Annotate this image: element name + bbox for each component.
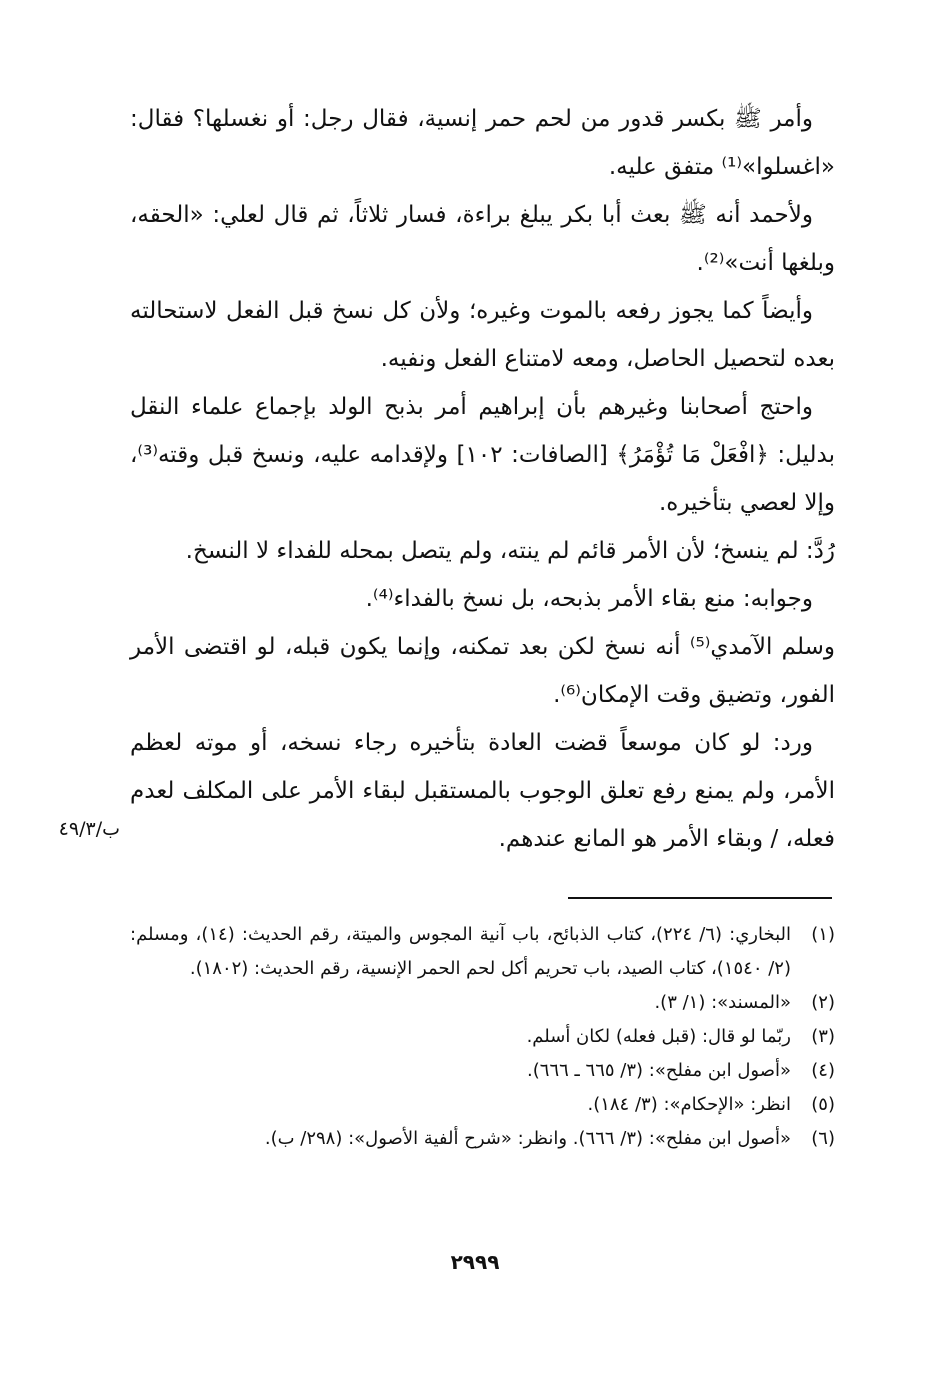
footnote-text: «المسند»: (١/ ٣). [654,992,791,1013]
paragraph-6: وجوابه: منع بقاء الأمر بذبحه، بل نسخ بالفداء⁽⁴⁾. [365,586,813,612]
footnote-number: (٢) [811,992,835,1013]
paragraph-4: واحتج أصحابنا وغيرهم بأن إبراهيم أمر بذبح الولد بإجماع علماء النقل بدليل: ﴿افْعَلْ مَا تُؤْمَرُ﴾ [الصافات: ١٠٢] ولإقدامه عليه، ونسخ قبل وقته⁽³⁾، وإلا لعصي بتأخيره. [130,394,835,516]
footnote-number: (١) [811,924,835,945]
footnote-number: (٣) [811,1026,835,1047]
footnote-text: ربّما لو قال: (قبل فعله) لكان أسلم. [526,1026,791,1047]
footnote-6 [130,1122,835,1156]
footnote-separator [568,897,832,899]
paragraph-8: ورد: لو كان موسعاً قضت العادة بتأخيره رجاء نسخه، أو موته لعظم الأمر، ولم يمنع رفع تعلق الوجوب بالمستقبل لبقاء الأمر على المكلف لعدم فعله، / وبقاء الأمر هو المانع عندهم. [130,730,835,852]
page-number: ٢٩٩٩ [450,1250,500,1274]
footnote-text: انظر: «الإحكام»: (٣/ ١٨٤). [587,1094,791,1115]
footnote-text: «أصول ابن مفلح»: (٣/ ٦٦٥ ـ ٦٦٦). [527,1060,791,1081]
footnotes [130,918,835,1156]
footnote-number: (٥) [811,1094,835,1115]
footnote-number: (٦) [811,1128,835,1149]
footnote-2 [130,986,835,1020]
footnote-1 [130,918,835,986]
footnote-4 [130,1054,835,1088]
paragraph-1: وأمر ﷺ بكسر قدور من لحم حمر إنسية، فقال رجل: أو نغسلها؟ فقال: «اغسلوا»⁽¹⁾ متفق عليه. [130,106,835,180]
footnote-text: البخاري: (٦/ ٢٢٤)، كتاب الذبائح، باب آنية المجوس والميتة، رقم الحديث: (١٤)، ومسلم: (٢/ ١٥٤٠)، كتاب الصيد، باب تحريم أكل لحم الحمر الإنسية، رقم الحديث: (١٨٠٢). [130,924,791,979]
paragraph-3: وأيضاً كما يجوز رفعه بالموت وغيره؛ ولأن كل نسخ قبل الفعل لاستحالته بعده لتحصيل الحاصل، ومعه لامتناع الفعل ونفيه. [130,298,835,372]
paragraph-5: رُدَّ: لم ينسخ؛ لأن الأمر قائم لم ينته، ولم يتصل بمحله للفداء لا النسخ. [185,538,835,564]
footnote-3 [130,1020,835,1054]
footnote-5 [130,1088,835,1122]
footnote-text: «أصول ابن مفلح»: (٣/ ٦٦٦). وانظر: «شرح ألفية الأصول»: (٢٩٨/ ب). [264,1128,791,1149]
manuscript-folio-note: ب/٤٩/٣ [58,818,120,840]
footnote-number: (٤) [811,1060,835,1081]
paragraph-2: ولأحمد أنه ﷺ بعث أبا بكر يبلغ براءة، فسار ثلاثاً، ثم قال لعلي: «الحقه، وبلغها أنت»⁽²⁾. [130,202,835,276]
paragraph-7: وسلم الآمدي⁽⁵⁾ أنه نسخ لكن بعد تمكنه، وإنما يكون قبله، لو اقتضى الأمر الفور، وتضيق وقت الإمكان⁽⁶⁾. [130,634,835,708]
main-text [130,95,835,863]
